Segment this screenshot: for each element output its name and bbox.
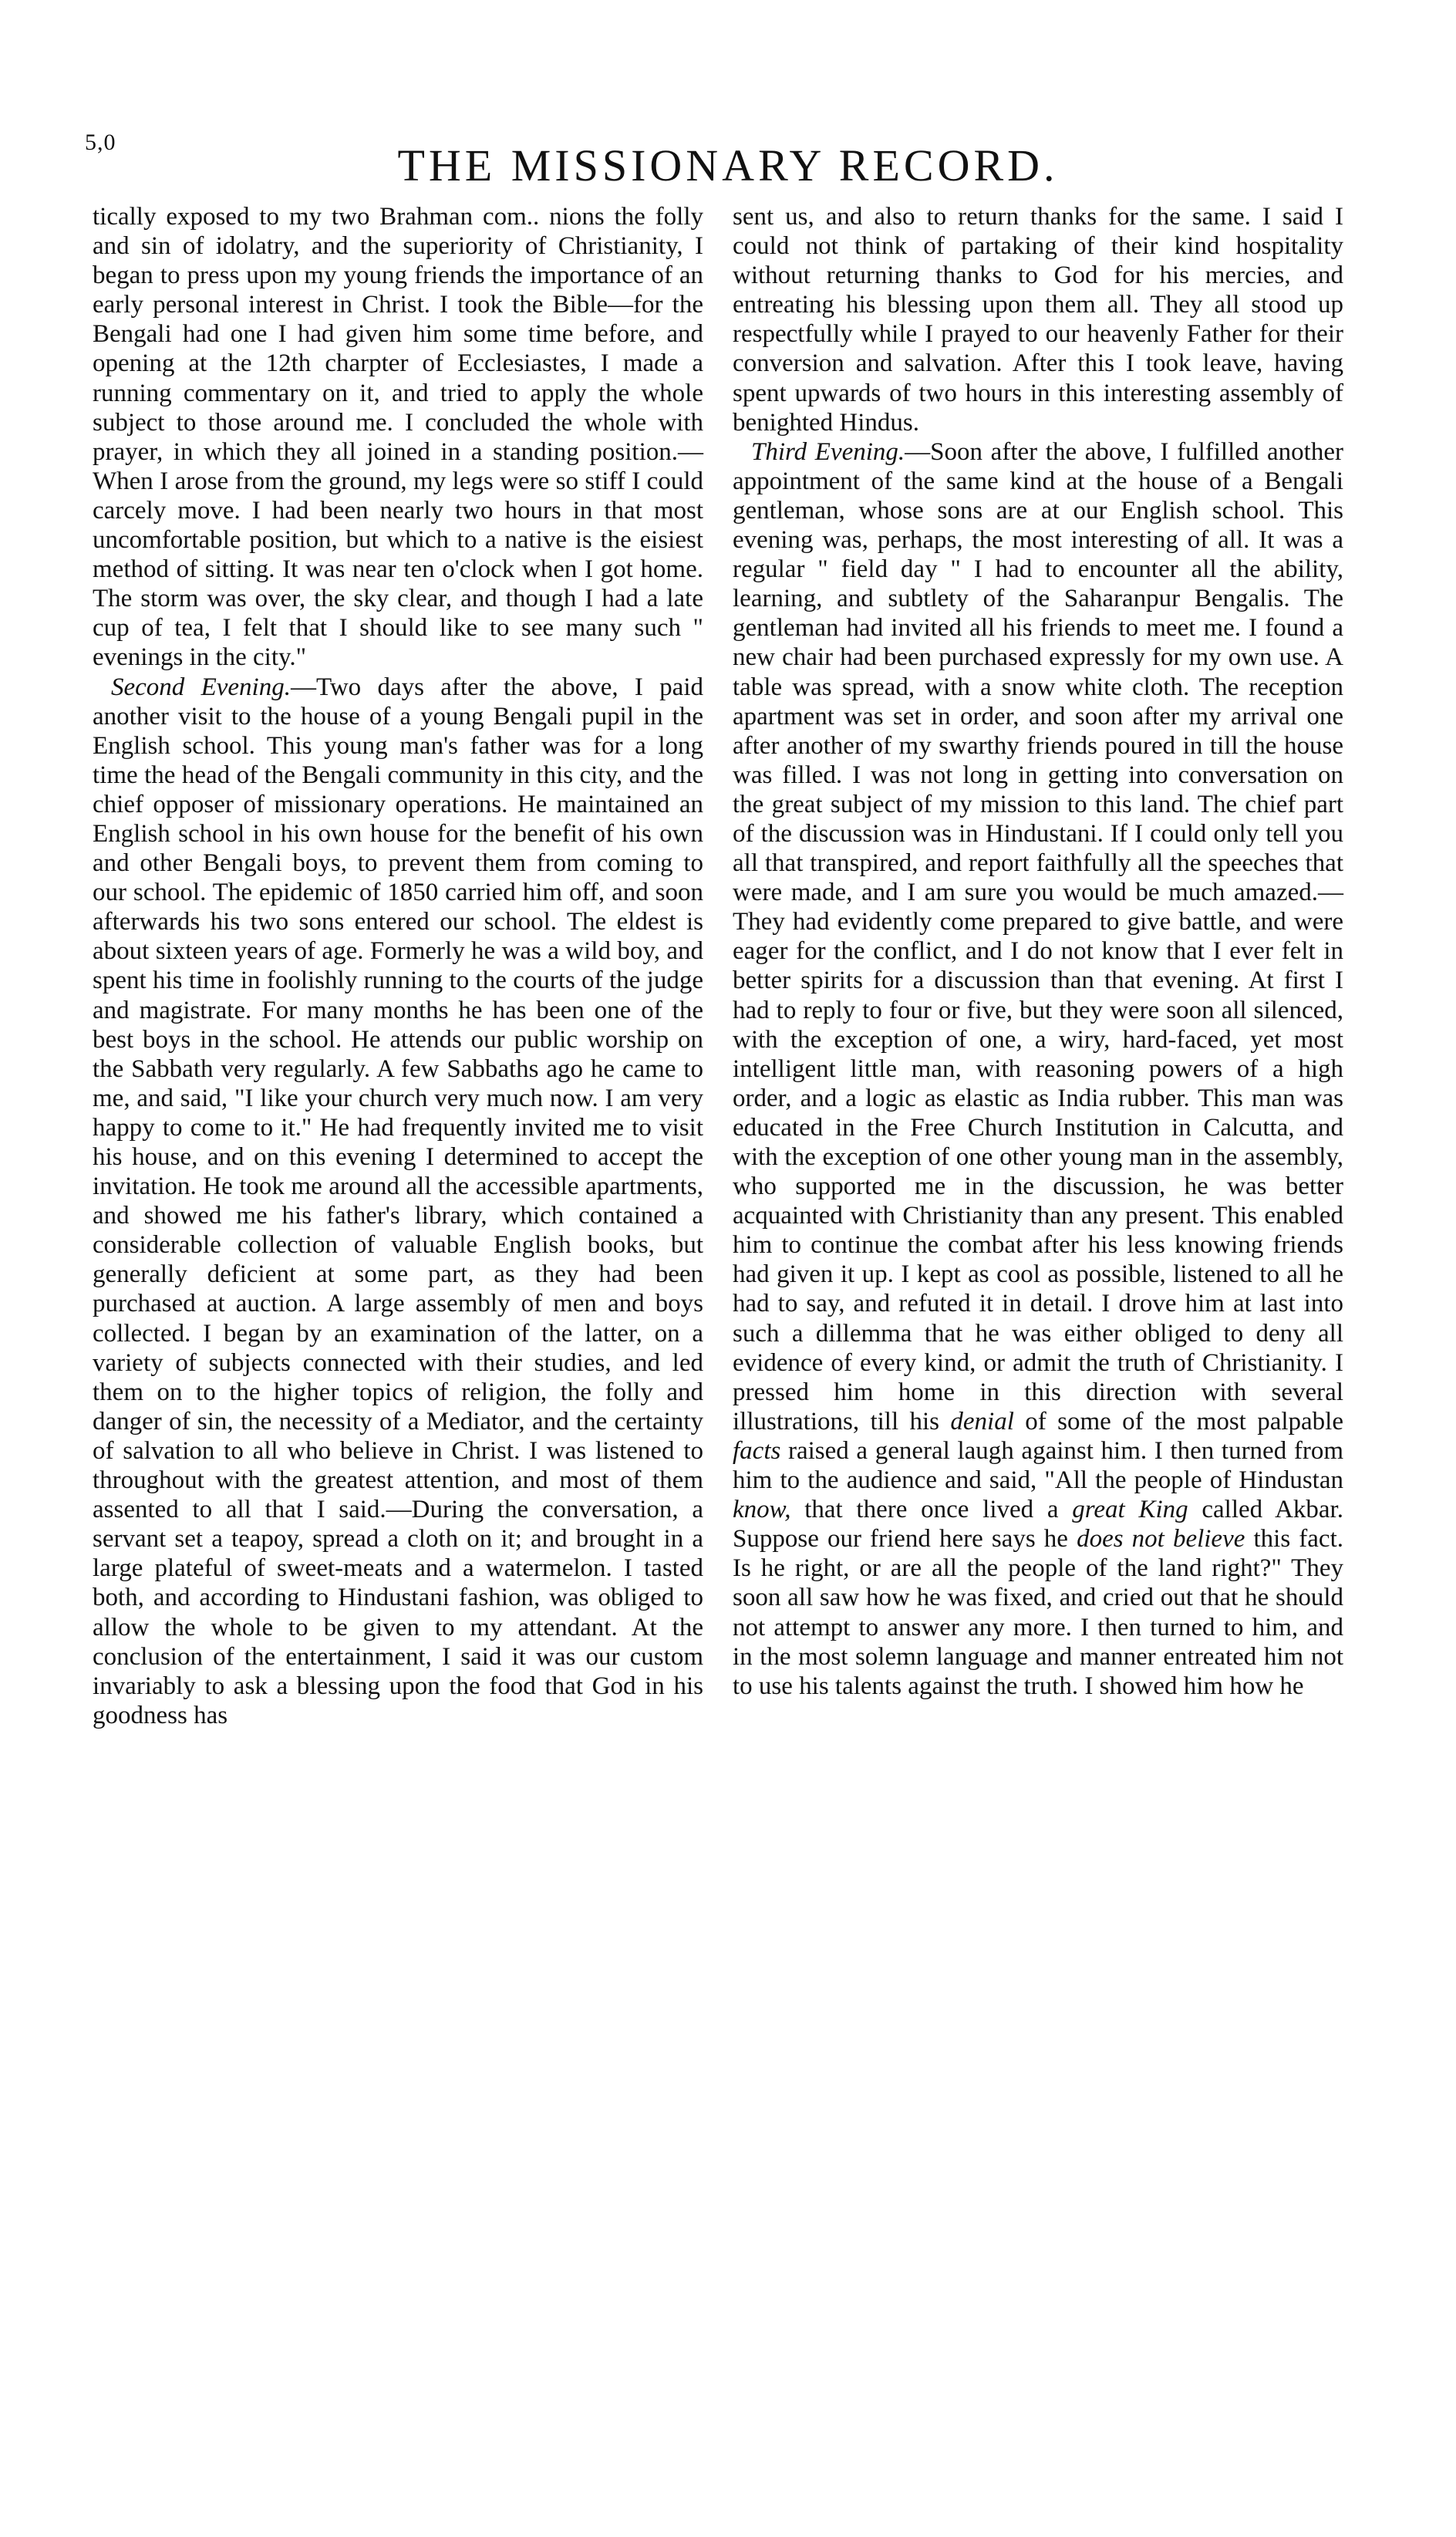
left-column bbox=[93, 202, 703, 1730]
page-number: 5,0 bbox=[85, 130, 116, 155]
emphasis-denial: denial bbox=[950, 1407, 1014, 1435]
emphasis-does-not-believe: does not believe bbox=[1077, 1525, 1245, 1554]
left-paragraph-2 bbox=[93, 673, 703, 1730]
right-paragraph-2-text-a: —Soon after the above, I fulfilled another appointment of the same kind at the house of a Bengali gentleman, whose sons are at our English school. This evening was, perhaps, the most interesting of all. It was a regular " field day " I had to encounter all the ability, learning, and subtlety of the Saharanpur Bengalis. The gentleman had invited all his friends to meet me. I found a new chair had been purchased expressly for my own use. A table was spread, with a snow white cloth. The reception apartment was set in order, and soon after my arrival one after another of my swarthy friends poured in till the house was filled. I was not long in getting into conversation on the great subject of my mission to this land. The chief part of the discussion was in Hindustani. If I could only tell you all that transpired, and report faithfully all the speeches that were made, and I am sure you would be much amazed.—They had evidently come prepared to give battle, and were eager for the conflict, and I do not know that I ever felt in better spirits for a discussion than that evening. At first I had to reply to four or five, but they were soon all silenced, with the exception of one, a wiry, hard-faced, yet most intelligent little man, with reasoning powers of a high order, and a logic as elastic as India rubber. This man was educated in the Free Church Institution in Calcutta, and with the exception of one other young man in the assembly, who supported me in the discussion, he was better acquainted with Christianity than any present. This enabled him to continue the combat after his less knowing friends had given it up. I kept as cool as possible, listened to all he had to say, and refuted it in detail. I drove him at last into such a dillemma that he was either obliged to deny all evidence of every kind, or admit the truth of Christianity. I pressed him home in this direction with several illustrations, till his bbox=[733, 437, 1343, 1435]
right-column bbox=[733, 202, 1343, 1701]
emphasis-know: know, bbox=[733, 1496, 791, 1524]
right-paragraph-1: sent us, and also to return thanks for the same. I said I could not think of partaking of their kind hospitality without returning thanks to God for his mercies, and entreating his blessing upon them all. They all stood up respectfully while I prayed to our heavenly Father for their conversion and salvation. After this I took leave, having spent upwards of two hours in this interesting assembly of benighted Hindus. bbox=[733, 203, 1343, 437]
right-paragraph-2-text-f: this fact. Is he right, or are all the people of the land right?" They soon all saw how he was fixed, and cried out that he should not attempt to answer any more. I then turned to him, and in the most solemn language and manner entreated him not to use his talents against the truth. I showed him how he bbox=[733, 1525, 1343, 1700]
running-title: THE MISSIONARY RECORD. bbox=[397, 140, 1059, 191]
right-paragraph-2-text-e: called Akbar. Suppose our friend here says he bbox=[733, 1496, 1343, 1554]
section-heading-second-evening: Second Evening. bbox=[111, 673, 291, 701]
section-heading-third-evening: Third Evening. bbox=[751, 437, 905, 466]
left-paragraph-2-text: —Two days after the above, I paid another visit to the house of a young Bengali pupil in the English school. This young man's father was for a long time the head of the Bengali community in this city, and the chief opposer of missionary operations. He maintained an English school in his own house for the benefit of his own and other Bengali boys, to prevent them from coming to our school. The epidemic of 1850 carried him off, and soon afterwards his two sons entered our school. The eldest is about sixteen years of age. Formerly he was a wild boy, and spent his time in foolishly running to the courts of the judge and magistrate. For many months he has been one of the best boys in the school. He attends our public worship on the Sabbath very regularly. A few Sabbaths ago he came to me, and said, "I like your church very much now. I am very happy to come to it." He had frequently invited me to visit his house, and on this evening I determined to accept the invitation. He took me around all the accessible apartments, and showed me his father's library, which contained a considerable collection of valuable English books, but generally deficient at some part, as they had been purchased at auction. A large assembly of men and boys collected. I began by an examination of the latter, on a variety of subjects connected with their studies, and led them on to the higher topics of religion, the folly and danger of sin, the necessity of a Mediator, and the certainty of salvation to all who believe in Christ. I was listened to throughout with the greatest attention, and most of them assented to all that I said.—During the conversation, a servant set a teapoy, spread a cloth on it; and brought in a large plateful of sweet-meats and a watermelon. I tasted both, and according to Hindustani fashion, was obliged to allow the whole to be given to my attendant. At the conclusion of the entertainment, I said it was our custom invariably to ask a blessing upon the food that God in his goodness has bbox=[93, 673, 704, 1729]
right-paragraph-2-text-c: raised a general laugh against him. I then turned from him to the audience and said, "All the people of Hindustan bbox=[733, 1436, 1343, 1495]
right-paragraph-2 bbox=[733, 437, 1343, 1701]
emphasis-facts: facts bbox=[733, 1436, 781, 1465]
right-paragraph-2-text-b: of some of the most palpable bbox=[1013, 1407, 1343, 1435]
right-paragraph-2-text-d: that there once lived a bbox=[790, 1496, 1073, 1524]
left-paragraph-1: tically exposed to my two Brahman com.. nions the folly and sin of idolatry, and the superiority of Christianity, I began to press upon my young friends the importance of an early personal interest in Christ. I took the Bible—for the Bengali had one I had given him some time before, and opening at the 12th charpter of Ecclesiastes, I made a running commentary on it, and tried to apply the whole subject to those around me. I concluded the whole with prayer, in which they all joined in a standing position.—When I arose from the ground, my legs were so stiff I could carcely move. I had been nearly two hours in that most uncomfortable position, but which to a native is the eisiest method of sitting. It was near ten o'clock when I got home. The storm was over, the sky clear, and though I had a late cup of tea, I felt that I should like to see many such " evenings in the city." bbox=[93, 203, 703, 672]
emphasis-great-king: great King bbox=[1072, 1496, 1188, 1524]
